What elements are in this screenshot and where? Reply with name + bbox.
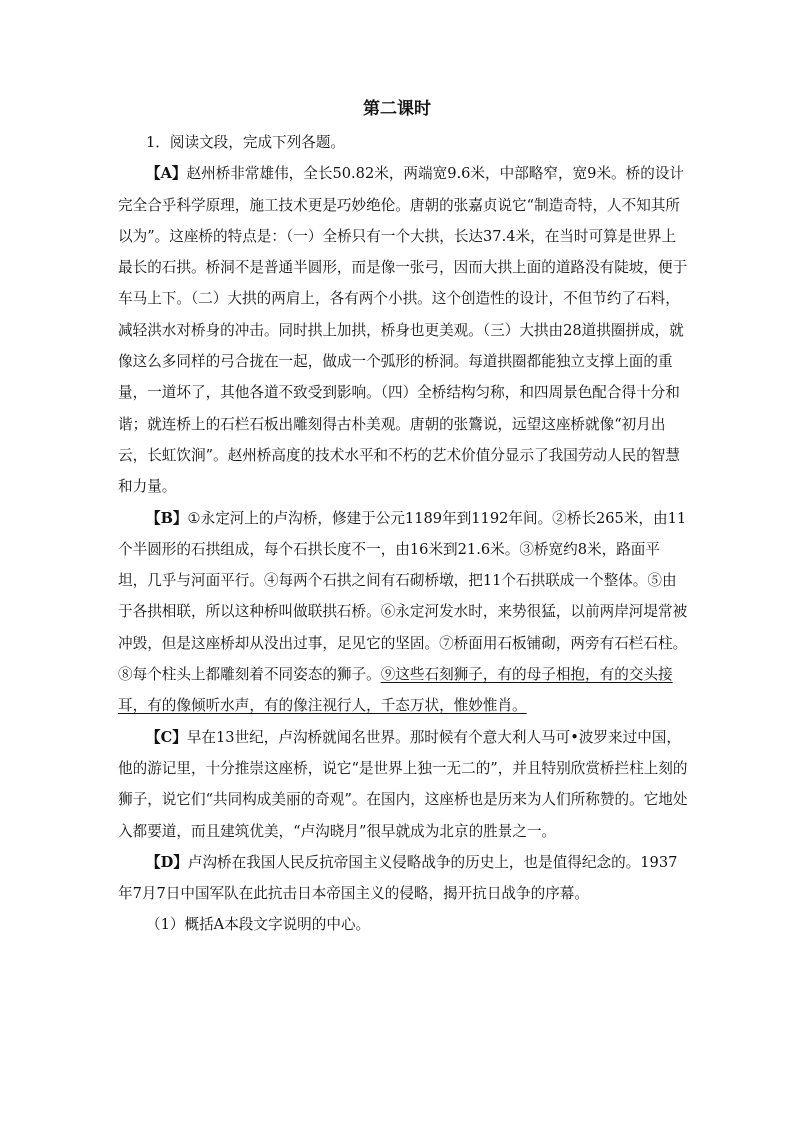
question-instruction: 1．阅读文段，完成下列各题。: [146, 134, 346, 151]
paragraph-c-tag: 【C】: [146, 728, 187, 746]
paragraph-b-underlined-sentence: ⑨这些石刻狮子，有的母子相抱，有的交头接耳，有的像倾听水声，有的像注视行人，千态万状，惟妙惟肖。: [118, 666, 673, 715]
paragraph-a-text: 赵州桥非常雄伟，全长50.82米，两端宽9.6米，中部略窄，宽9米。桥的设计完全合乎科学原理，施工技术更是巧妙绝伦。唐朝的张嘉贞说它“制造奇特，人不知其所以为”。这座桥的特点是：（一）全桥只有一个大拱，长达37.4米，在当时可算是世界上最长的石拱。桥洞不是普通半圆形，而是像一张弓，因而大拱上面的道路没有陡坡，便于车马上下。（二）大拱的两肩上，各有两个小拱。这个创造性的设计，不但节约了石料，减轻洪水对桥身的冲击。同时拱上加拱，桥身也更美观。（三）大拱由28道拱圈拼成，就像这么多同样的弓合拢在一起，做成一个弧形的桥洞。每道拱圈都能独立支撑上面的重量，一道坏了，其他各道不致受到影响。（四）全桥结构匀称，和四周景色配合得十分和谐；就连桥上的石栏石板出雕刻得古朴美观。唐朝的张鷟说，远望这座桥就像“初月出云，长虹饮涧”。赵州桥高度的技术水平和不朽的艺术价值分显示了我国劳动人民的智慧和力量。: [118, 165, 688, 496]
sub-question-1: （1）概括A本段文字说明的中心。: [146, 916, 371, 934]
paragraph-d-text: 卢沟桥在我国人民反抗帝国主义侵略战争的历史上，也是值得纪念的。1937年7月7日中国军队在此抗击日本帝国主义的侵略，揭开抗日战争的序幕。: [118, 853, 678, 903]
paragraph-a-tag: 【A】: [146, 165, 187, 183]
reading-passage: [118, 127, 688, 941]
paragraph-b-text: ①永定河上的卢沟桥，修建于公元1189年到1192年间。②桥长265米，由11个半圆形的石拱组成，每个石拱长度不一，由16米到21.6米。③桥宽约8米，路面平坦，几乎与河面平行。④每两个石拱之间有石砌桥墩，把11个石拱联成一个整体。⑤由于各拱相联，所以这种桥叫做联拱石桥。⑥永定河发水时，来势很猛，以前两岸河堤常被冲毁，但是这座桥却从没出过事，足见它的坚固。⑦桥面用石板铺砌，两旁有石栏石柱。⑧每个柱头上都雕刻着不同姿态的狮子。: [118, 509, 688, 684]
paragraph-d: [118, 847, 688, 910]
paragraph-d-tag: 【D】: [146, 853, 188, 871]
page-title: 第二课时: [363, 99, 431, 119]
paragraph-c-text: 早在13世纪，卢沟桥就闻名世界。那时候有个意大利人马可•波罗来过中国，他的游记里，十分推崇这座桥，说它“是世界上独一无二的”，并且特别欣赏桥拦柱上刻的狮子，说它们“共同构成美丽的奇观”。在国内，这座桥也是历来为人们所称赞的。它地处入都要道，而且建筑优美，“卢沟晓月”很早就成为北京的胜景之一。: [118, 728, 688, 840]
paragraph-b: [118, 503, 688, 722]
paragraph-b-tag: 【B】: [146, 509, 188, 527]
paragraph-c: [118, 722, 688, 847]
paragraph-a: [118, 158, 688, 502]
